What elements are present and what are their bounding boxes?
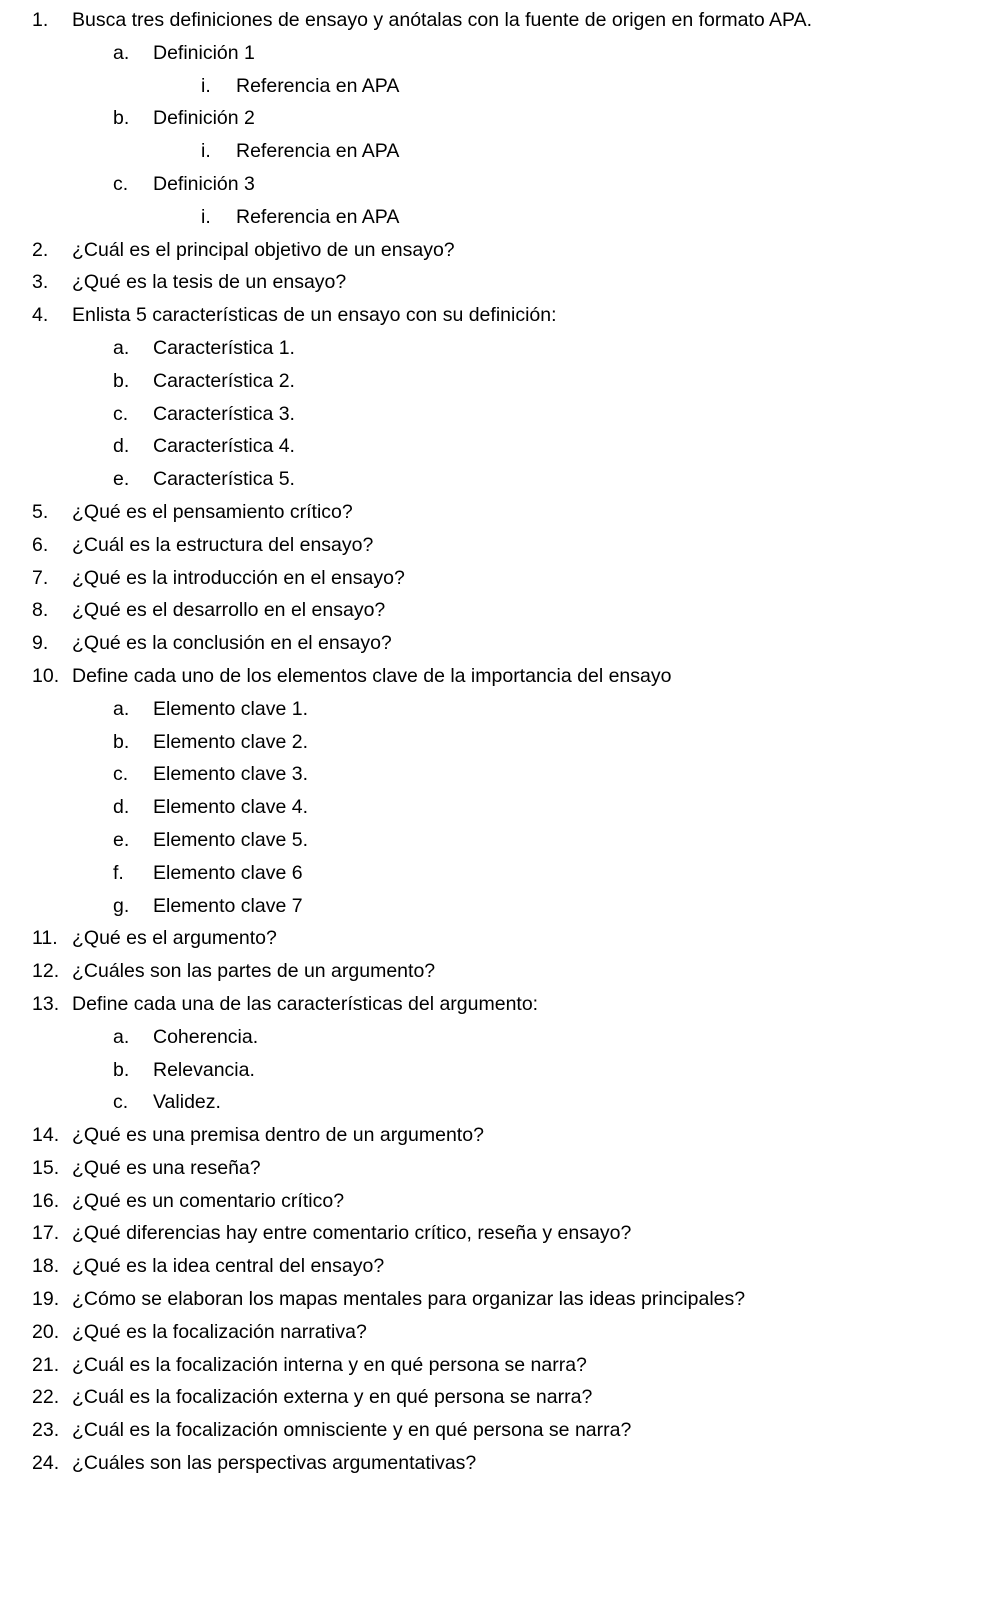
list-marker: i.: [201, 74, 211, 97]
list-item-text: ¿Qué es la conclusión en el ensayo?: [72, 632, 392, 655]
list-subsubitem-1b-i: [0, 135, 1004, 168]
list-marker: 2.: [32, 238, 49, 261]
list-marker: 24.: [32, 1452, 60, 1475]
list-item-text: ¿Cómo se elaboran los mapas mentales para organizar las ideas principales?: [72, 1288, 746, 1311]
list-marker: e.: [113, 828, 130, 851]
list-item-12: [0, 955, 1004, 988]
list-item-text: Referencia en APA: [236, 205, 400, 228]
list-marker: 15.: [32, 1156, 60, 1179]
list-marker: d.: [113, 796, 130, 819]
list-item-text: Validez.: [153, 1091, 221, 1114]
list-item-text: Define cada uno de los elementos clave de la importancia del ensayo: [72, 664, 672, 687]
list-marker: 16.: [32, 1189, 60, 1212]
list-item-7: [0, 562, 1004, 595]
list-marker: a.: [113, 1025, 130, 1048]
list-item-text: Elemento clave 5.: [153, 828, 309, 851]
list-item-text: Busca tres definiciones de ensayo y anótalas con la fuente de origen en formato APA.: [72, 9, 813, 31]
list-item-text: Definición 2: [153, 107, 255, 130]
list-subsubitem-1c-i: [0, 201, 1004, 234]
list-marker: 10.: [32, 664, 60, 687]
list-item-19: [0, 1283, 1004, 1316]
list-subitem-10c: [0, 758, 1004, 791]
list-item-text: ¿Qué es la focalización narrativa?: [72, 1320, 367, 1343]
list-item-text: ¿Cuál es la estructura del ensayo?: [72, 533, 374, 556]
list-item-text: Referencia en APA: [236, 74, 400, 97]
list-subitem-4c: [0, 398, 1004, 431]
list-subitem-1b: [0, 102, 1004, 135]
list-subitem-13a: [0, 1021, 1004, 1054]
list-marker: c.: [113, 402, 129, 425]
list-item-18: [0, 1250, 1004, 1283]
list-item-text: ¿Qué es una reseña?: [72, 1156, 261, 1179]
list-item-text: Elemento clave 4.: [153, 796, 309, 819]
list-marker: 22.: [32, 1386, 60, 1409]
list-subitem-4d: [0, 430, 1004, 463]
list-item-23: [0, 1414, 1004, 1447]
list-item-2: [0, 234, 1004, 267]
list-item-text: Referencia en APA: [236, 140, 400, 163]
list-marker: d.: [113, 435, 130, 458]
list-marker: 7.: [32, 566, 49, 589]
list-marker: b.: [113, 107, 130, 130]
list-item-8: [0, 594, 1004, 627]
list-item-text: ¿Cuáles son las partes de un argumento?: [72, 960, 436, 983]
list-subitem-13b: [0, 1054, 1004, 1087]
list-item-14: [0, 1119, 1004, 1152]
list-marker: 18.: [32, 1255, 60, 1278]
list-item-10: [0, 660, 1004, 693]
list-item-9: [0, 627, 1004, 660]
list-item-text: Define cada una de las características del argumento:: [72, 992, 539, 1015]
list-subitem-10g: [0, 890, 1004, 923]
list-marker: c.: [113, 1091, 129, 1114]
list-marker: e.: [113, 468, 130, 491]
list-item-21: [0, 1349, 1004, 1382]
list-subitem-10e: [0, 824, 1004, 857]
list-marker: 11.: [32, 927, 58, 950]
list-item-6: [0, 529, 1004, 562]
list-item-text: Elemento clave 3.: [153, 763, 309, 786]
questionnaire-list: [0, 4, 1004, 1480]
list-item-text: ¿Cuál es la focalización omnisciente y en qué persona se narra?: [72, 1419, 632, 1442]
list-item-text: Característica 3.: [153, 402, 295, 425]
list-item-text: ¿Qué es el argumento?: [72, 927, 277, 950]
list-marker: i.: [201, 205, 211, 228]
list-subitem-10d: [0, 791, 1004, 824]
list-item-text: Elemento clave 6: [153, 861, 303, 884]
list-marker: 20.: [32, 1320, 60, 1343]
list-item-text: Relevancia.: [153, 1058, 255, 1081]
list-item-text: ¿Qué es la introducción en el ensayo?: [72, 566, 405, 589]
list-marker: 4.: [32, 304, 49, 327]
list-item-text: Definición 3: [153, 172, 255, 195]
list-item-text: ¿Qué es la tesis de un ensayo?: [72, 271, 347, 294]
list-marker: 14.: [32, 1124, 60, 1147]
list-item-16: [0, 1185, 1004, 1218]
list-marker: 21.: [32, 1353, 60, 1376]
list-marker: b.: [113, 1058, 130, 1081]
list-item-22: [0, 1381, 1004, 1414]
list-item-1: [0, 4, 1004, 37]
list-item-13: [0, 988, 1004, 1021]
list-marker: i.: [201, 140, 211, 163]
list-item-5: [0, 496, 1004, 529]
list-marker: a.: [113, 336, 130, 359]
list-marker: 13.: [32, 992, 60, 1015]
list-marker: a.: [113, 697, 130, 720]
list-marker: 6.: [32, 533, 49, 556]
list-marker: c.: [113, 172, 129, 195]
list-marker: 23.: [32, 1419, 60, 1442]
list-item-text: ¿Qué diferencias hay entre comentario crítico, reseña y ensayo?: [72, 1222, 632, 1245]
list-marker: g.: [113, 894, 130, 917]
list-item-text: ¿Qué es un comentario crítico?: [72, 1189, 345, 1212]
list-item-text: Enlista 5 características de un ensayo con su definición:: [72, 304, 557, 327]
list-item-4: [0, 299, 1004, 332]
list-marker: f.: [113, 861, 124, 884]
list-item-text: Coherencia.: [153, 1025, 259, 1048]
list-marker: b.: [113, 369, 130, 392]
list-item-text: Característica 1.: [153, 336, 295, 359]
list-subitem-10a: [0, 693, 1004, 726]
list-item-text: Elemento clave 1.: [153, 697, 309, 720]
list-item-text: ¿Qué es el pensamiento crítico?: [72, 500, 353, 523]
list-item-text: ¿Qué es el desarrollo en el ensayo?: [72, 599, 386, 622]
list-item-text: Elemento clave 7: [153, 894, 303, 917]
list-item-text: ¿Cuál es la focalización externa y en qué persona se narra?: [72, 1386, 593, 1409]
list-item-text: Característica 2.: [153, 369, 295, 392]
list-item-11: [0, 922, 1004, 955]
list-subitem-10b: [0, 726, 1004, 759]
list-item-text: ¿Cuál es el principal objetivo de un ensayo?: [72, 238, 455, 261]
list-item-17: [0, 1217, 1004, 1250]
list-marker: b.: [113, 730, 130, 753]
list-marker: 1.: [32, 9, 49, 31]
list-item-text: ¿Qué es la idea central del ensayo?: [72, 1255, 385, 1278]
list-subitem-4e: [0, 463, 1004, 496]
list-marker: 19.: [32, 1288, 60, 1311]
list-marker: 8.: [32, 599, 49, 622]
list-item-24: [0, 1447, 1004, 1480]
list-marker: c.: [113, 763, 129, 786]
list-item-text: Definición 1: [153, 41, 255, 64]
list-subitem-4a: [0, 332, 1004, 365]
list-item-text: Característica 4.: [153, 435, 295, 458]
list-marker: 17.: [32, 1222, 60, 1245]
list-item-text: ¿Cuál es la focalización interna y en qué persona se narra?: [72, 1353, 587, 1376]
list-item-3: [0, 266, 1004, 299]
list-marker: 12.: [32, 960, 60, 983]
list-marker: 5.: [32, 500, 49, 523]
list-subitem-10f: [0, 857, 1004, 890]
list-subitem-13c: [0, 1086, 1004, 1119]
list-item-text: Elemento clave 2.: [153, 730, 309, 753]
list-marker: a.: [113, 41, 130, 64]
list-item-text: ¿Cuáles son las perspectivas argumentativas?: [72, 1452, 477, 1475]
list-subitem-1a: [0, 37, 1004, 70]
list-item-text: ¿Qué es una premisa dentro de un argumento?: [72, 1124, 484, 1147]
list-subitem-4b: [0, 365, 1004, 398]
list-marker: 9.: [32, 632, 49, 655]
list-item-text: Característica 5.: [153, 468, 295, 491]
list-item-20: [0, 1316, 1004, 1349]
list-marker: 3.: [32, 271, 49, 294]
list-subsubitem-1a-i: [0, 70, 1004, 103]
list-subitem-1c: [0, 168, 1004, 201]
list-item-15: [0, 1152, 1004, 1185]
